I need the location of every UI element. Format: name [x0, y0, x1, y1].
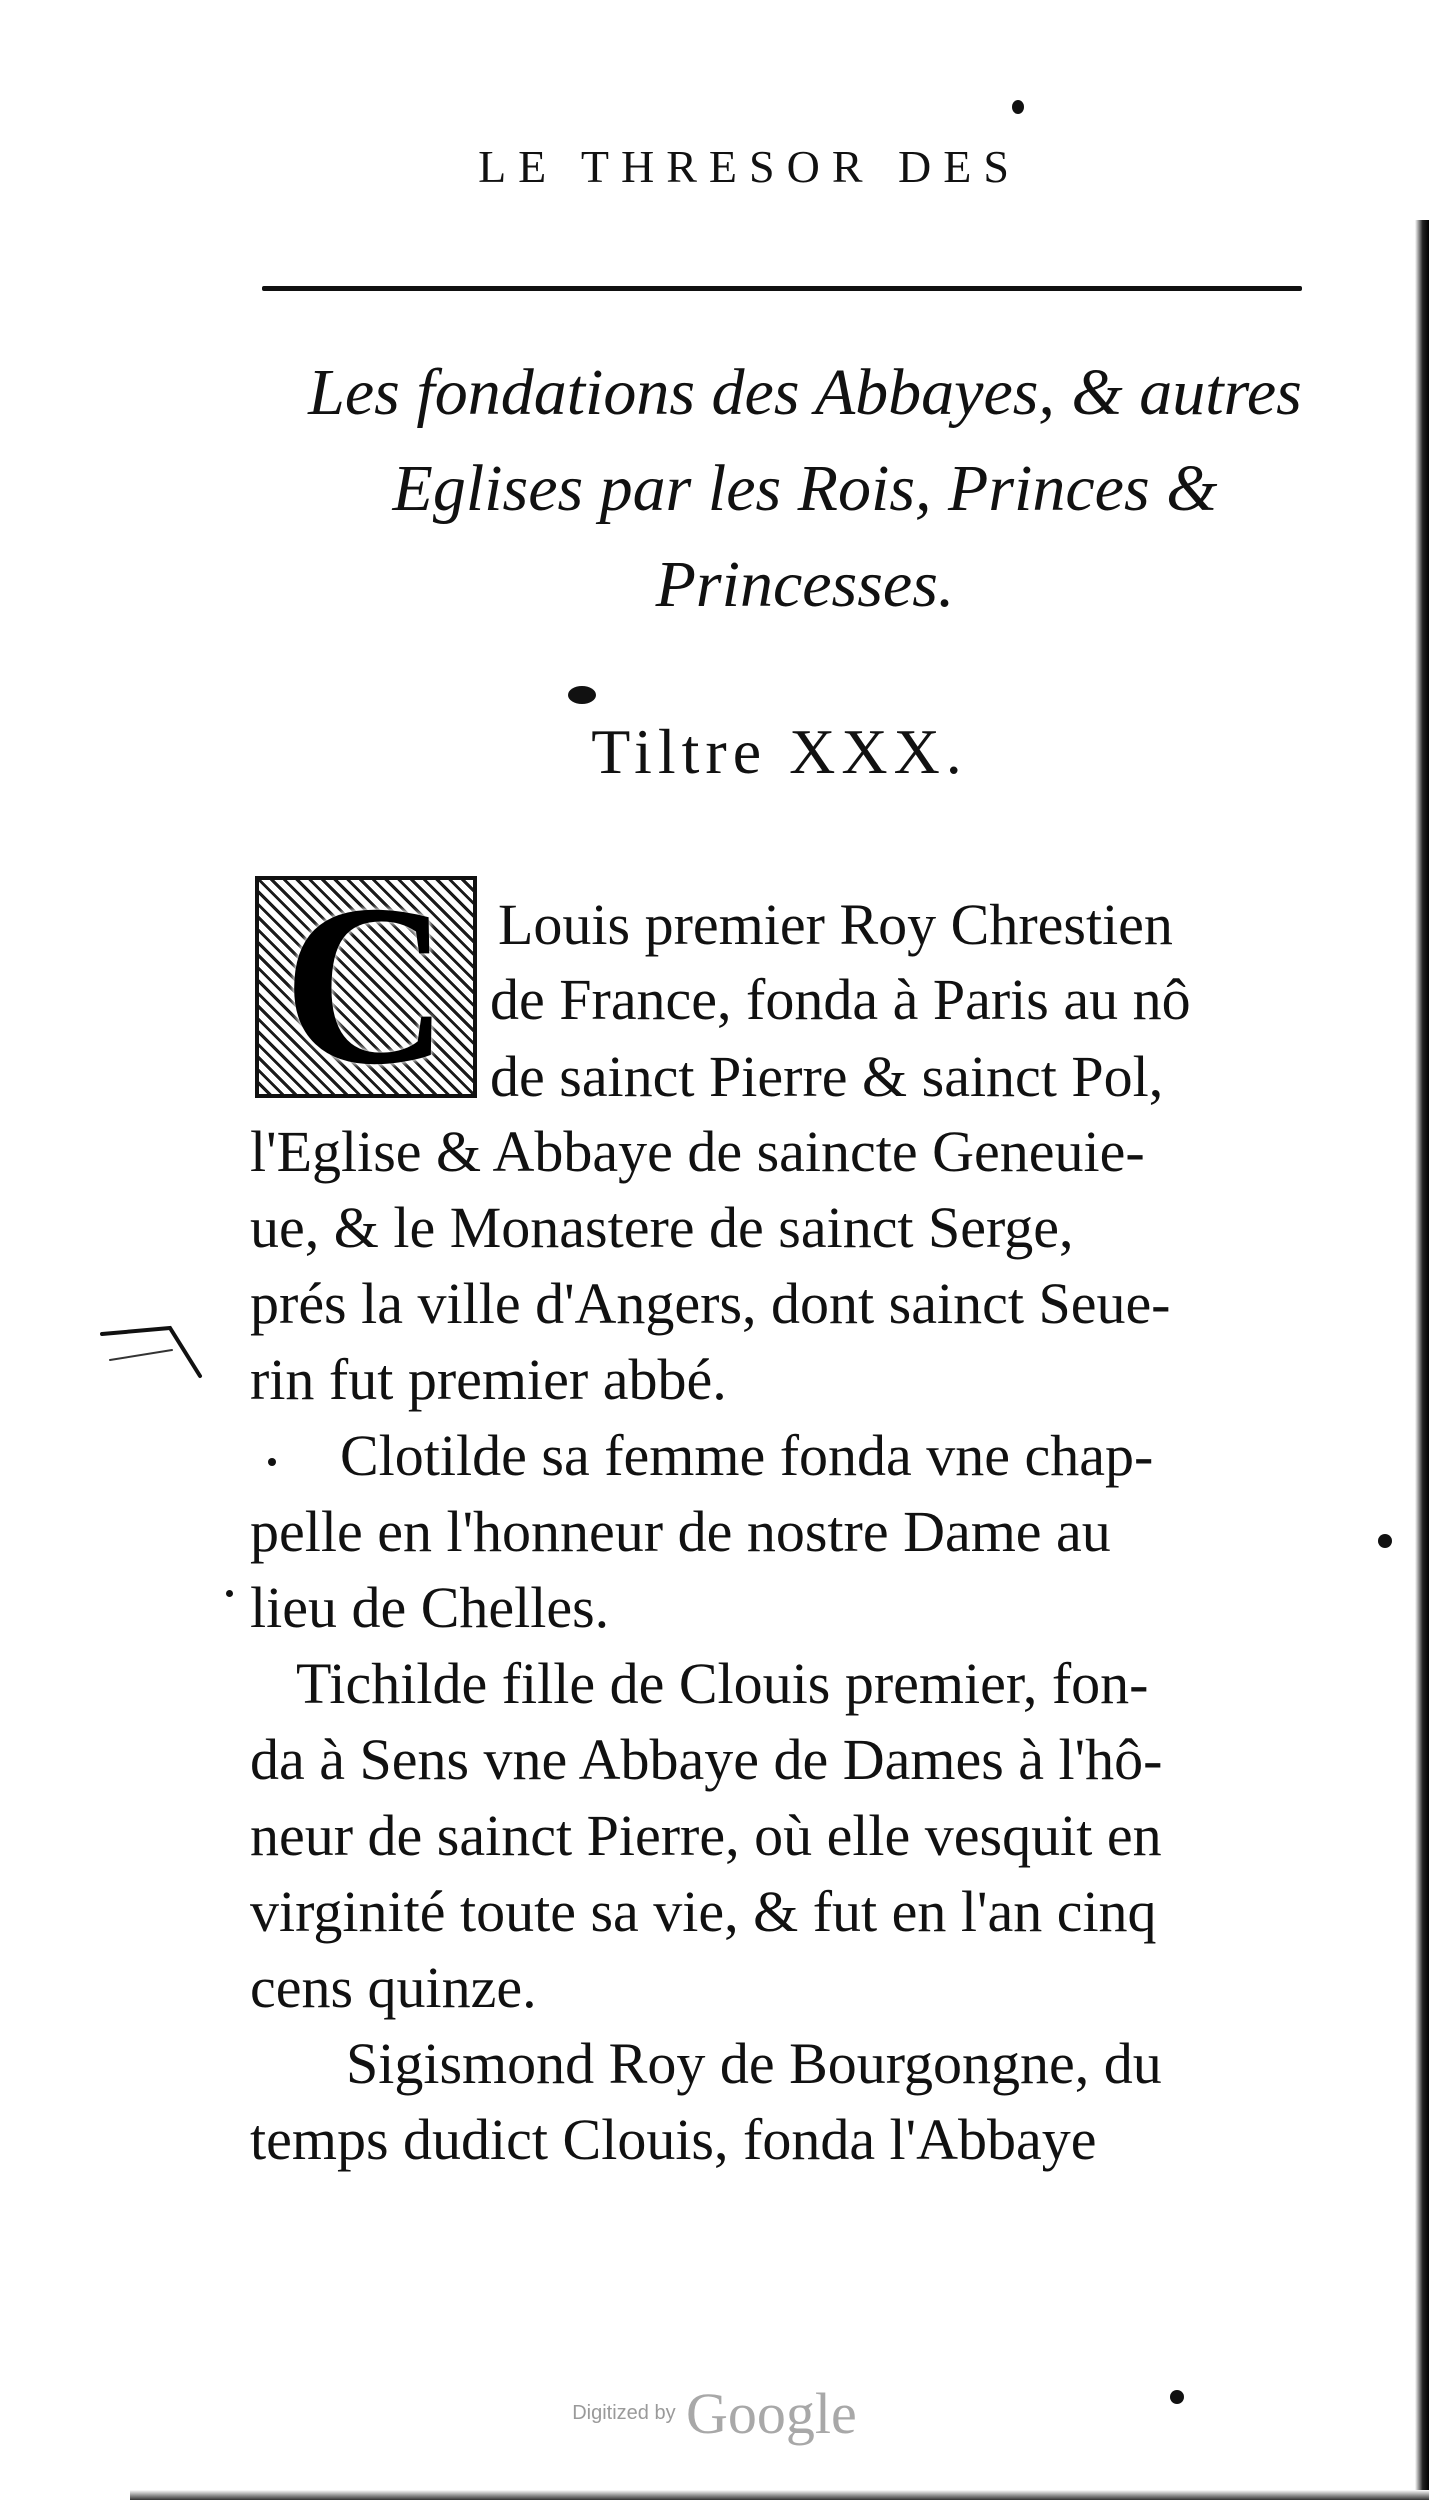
text-line: ue, & le Monastere de sainct Serge, [250, 1195, 1074, 1260]
scan-speck [1012, 100, 1024, 114]
text-line: temps dudict Clouis, fonda l'Abbaye [250, 2107, 1097, 2172]
margin-pen-mark [100, 1320, 210, 1390]
scan-speck [1378, 1534, 1392, 1548]
text-line: l'Eglise & Abbaye de saincte Geneuie- [250, 1119, 1145, 1184]
text-line: pelle en l'honneur de nostre Dame au [250, 1499, 1111, 1564]
chapter-heading: Tiltre XXX. [591, 716, 968, 787]
text-line: da à Sens vne Abbaye de Dames à l'hô- [250, 1727, 1163, 1792]
text-line: cens quinze. [250, 1955, 537, 2020]
text-line: virginité toute sa vie, & fut en l'an cinq [250, 1879, 1157, 1944]
header-rule [262, 286, 1302, 291]
text-line: lieu de Chelles. [250, 1575, 610, 1640]
google-logo: Google [686, 2381, 857, 2446]
page-bottom-shadow [130, 2490, 1429, 2500]
text-line: de sainct Pierre & sainct Pol, [490, 1044, 1164, 1109]
running-head: LE THRESOR DES [478, 141, 1021, 192]
decorated-initial-letter: C [282, 876, 450, 1098]
text-line: rin fut premier abbé. [250, 1347, 727, 1412]
page-edge-shadow [1415, 220, 1429, 2500]
decorated-initial [255, 876, 477, 1098]
text-line: Sigismond Roy de Bourgongne, du [346, 2031, 1162, 2096]
section-title-line: Eglises par les Rois, Princes & [392, 452, 1218, 525]
text-line: de France, fonda à Paris au nô [490, 967, 1191, 1032]
section-title-line: Les fondations des Abbayes, & autres [308, 356, 1302, 429]
text-line: Clotilde sa femme fonda vne chap- [340, 1423, 1154, 1488]
digitization-watermark [0, 2380, 1429, 2447]
text-line: neur de sainct Pierre, où elle vesquit en [250, 1803, 1162, 1868]
section-title-line: Princesses. [655, 548, 955, 621]
digitized-by-label: Digitized by [572, 2402, 676, 2424]
text-line: prés la ville d'Angers, dont sainct Seue- [250, 1271, 1171, 1336]
scan-speck [226, 1590, 233, 1597]
ornament-dot [568, 686, 596, 704]
text-line: Tichilde fille de Clouis premier, fon- [296, 1651, 1149, 1716]
scan-speck [268, 1458, 276, 1466]
section-title [230, 345, 1380, 633]
text-line: Louis premier Roy Chrestien [498, 892, 1173, 957]
